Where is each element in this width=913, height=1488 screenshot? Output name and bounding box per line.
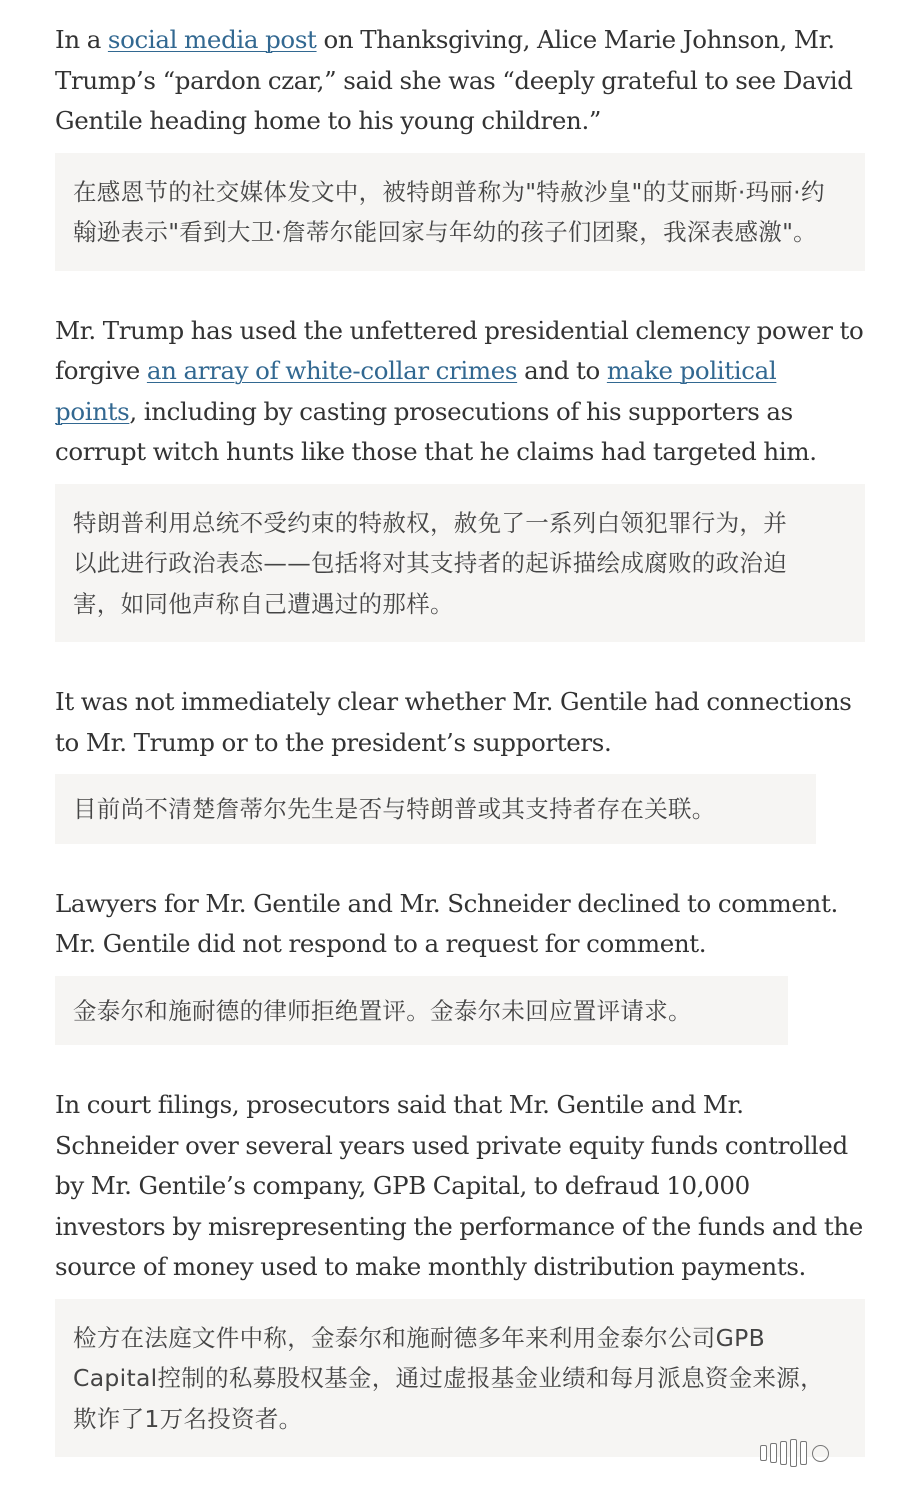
article-body — [55, 20, 865, 1457]
english-paragraph: It was not immediately clear whether Mr. Gentile had connections to Mr. Trump or to the president’s supporters. — [55, 687, 852, 757]
social-media-post-link[interactable]: social media post — [107, 25, 317, 54]
english-paragraph: Mr. Trump has used the unfettered presidential clemency power to forgive an array of white-collar crimes and to make political points, including by casting prosecutions of his supporters as corrupt witch hunts like those that he claims had targeted him. — [55, 315, 864, 466]
political-points-link[interactable]: make political points — [55, 356, 777, 426]
chinese-translation-box: 特朗普利用总统不受约束的特赦权，赦免了一系列白领犯罪行为，并以此进行政治表态——包括将对其支持者的起诉描绘成腐败的政治迫害，如同他声称自己遭遇过的那样。 — [55, 484, 865, 643]
english-paragraph: Lawyers for Mr. Gentile and Mr. Schneider declined to comment. Mr. Gentile did not respond to a request for comment. — [55, 888, 838, 958]
chinese-translation-box: 在感恩节的社交媒体发文中，被特朗普称为"特赦沙皇"的艾丽斯·玛丽·约翰逊表示"看到大卫·詹蒂尔能回家与年幼的孩子们团聚，我深表感激"。 — [55, 153, 865, 271]
white-collar-crimes-link[interactable]: an array of white-collar crimes — [146, 356, 518, 385]
chinese-translation-box: 目前尚不清楚詹蒂尔先生是否与特朗普或其支持者存在关联。 — [55, 774, 816, 844]
english-paragraph: In court filings, prosecutors said that Mr. Gentile and Mr. Schneider over several years used private equity funds controlled by Mr. Gentile’s company, GPB Capital, to defraud 10,000 investors by misrepresenting the performance of the funds and the source of money used to make monthly distribution payments. — [55, 1090, 863, 1281]
chinese-translation-box: 检方在法庭文件中称，金泰尔和施耐德多年来利用金泰尔公司GPB Capital控制的私募股权基金，通过虚报基金业绩和每月派息资金来源，欺诈了1万名投资者。 — [55, 1299, 865, 1458]
watermark-logo-icon — [760, 1436, 840, 1470]
english-paragraph: In a social media post on Thanksgiving, Alice Marie Johnson, Mr. Trump’s “pardon czar,” said she was “deeply grateful to see David Gentile heading home to his young children.” — [55, 25, 853, 135]
chinese-translation-box: 金泰尔和施耐德的律师拒绝置评。金泰尔未回应置评请求。 — [55, 976, 788, 1046]
